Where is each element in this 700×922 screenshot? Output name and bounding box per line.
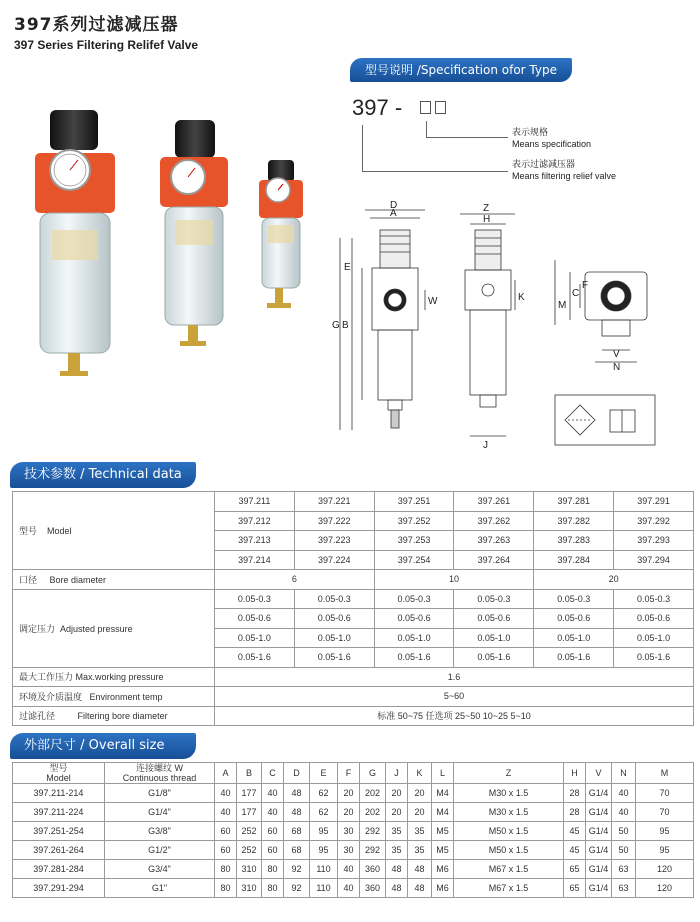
svg-text:J: J	[483, 440, 488, 451]
size-banner: 外部尺寸 / Overall size	[10, 733, 196, 759]
small-regulator-photo	[259, 160, 303, 308]
filter-regulator-symbol	[555, 395, 655, 445]
large-regulator-photo	[35, 110, 115, 376]
model-label: 型号 Model	[13, 492, 215, 570]
svg-text:Z: Z	[483, 203, 490, 214]
svg-text:N: N	[613, 362, 621, 373]
front-view-drawing	[340, 210, 425, 430]
bore-label: 口径 Bore diameter	[13, 570, 215, 590]
table-row: 397.213 397.223 397.253 397.263 397.283 397.293	[13, 531, 694, 551]
pressure-label: 调定压力 Adjusted pressure	[13, 589, 215, 667]
table-row: 0.05-1.6 0.05-1.6 0.05-1.6 0.05-1.6 0.05-1.6 0.05-1.6	[13, 648, 694, 668]
table-row: 397.212 397.222 397.252 397.262 397.282 397.292	[13, 511, 694, 531]
table-row: 调定压力 Adjusted pressure 0.05-0.3 0.05-0.3 0.05-0.3 0.05-0.3 0.05-0.3 0.05-0.3	[13, 589, 694, 609]
table-row: 397.214 397.224 397.254 397.264 397.284 397.294	[13, 550, 694, 570]
spec-leader-2h	[362, 171, 508, 172]
page-title: 397系列过滤减压器	[14, 15, 179, 35]
maxp-label: 最大工作压力 Max.working pressure	[13, 667, 215, 687]
table-row: 过滤孔径 Filtering bore diameter 标准 50~75 任选项 25~50 10~25 5~10	[13, 706, 694, 726]
svg-text:E: E	[344, 262, 351, 273]
svg-text:H: H	[483, 214, 491, 225]
table-row: 397.211-224 G1/4" 40 177 40 48 62 20 202 20 20 M4 M30 x 1.5 28 G1/4 40 70	[13, 803, 694, 822]
tech-banner: 技术参数 / Technical data	[10, 462, 196, 488]
svg-text:V: V	[613, 349, 620, 360]
page-subtitle: 397 Series Filtering Relifef Valve	[14, 38, 199, 52]
dimension-drawings	[330, 200, 700, 470]
svg-text:F: F	[582, 280, 589, 291]
table-header-row: 型号 Model 连接螺纹 W Continuous thread A B C D E F G J K L Z H V N M	[13, 763, 694, 784]
env-label: 环境及介质温度 Environment temp	[13, 687, 215, 707]
size-table	[12, 762, 694, 898]
spec-note-1: 表示规格 Means specification	[512, 127, 592, 149]
size-table-body	[13, 784, 694, 898]
table-row: 0.05-1.0 0.05-1.0 0.05-1.0 0.05-1.0 0.05-1.0 0.05-1.0	[13, 628, 694, 648]
side-view-drawing	[460, 214, 515, 436]
col-header-model: 型号 Model	[13, 763, 105, 784]
table-row: 环境及介质温度 Environment temp 5~60	[13, 687, 694, 707]
product-images	[30, 105, 320, 395]
svg-text:C: C	[572, 288, 580, 299]
spec-banner: 型号说明 /Specification ofor Type	[350, 58, 572, 82]
svg-text:M: M	[558, 300, 567, 311]
spec-code: 397 -	[352, 95, 403, 120]
tech-table	[12, 491, 694, 726]
spec-box-2	[435, 101, 446, 114]
medium-regulator-photo	[160, 120, 228, 346]
table-row: 0.05-0.6 0.05-0.6 0.05-0.6 0.05-0.6 0.05-0.6 0.05-0.6	[13, 609, 694, 629]
port-view-drawing	[555, 260, 647, 362]
svg-text:G: G	[332, 320, 340, 331]
spec-note-2: 表示过滤减压器 Means filtering relief valve	[512, 159, 617, 181]
svg-text:W: W	[428, 296, 438, 307]
table-row: 397.291-294 G1" 80 310 80 92 110 40 360 48 48 M6 M67 x 1.5 65 G1/4 63 120	[13, 879, 694, 898]
svg-text:A: A	[390, 208, 397, 219]
spec-leader-1	[426, 121, 427, 137]
table-row: 397.281-284 G3/4" 80 310 80 92 110 40 360 48 48 M6 M67 x 1.5 65 G1/4 63 120	[13, 860, 694, 879]
spec-box-1	[420, 101, 431, 114]
spec-leader-1h	[426, 137, 508, 138]
col-header-thread: 连接螺纹 W Continuous thread	[105, 763, 215, 784]
table-row: 型号 Model 397.211 397.221 397.251 397.261 397.281 397.291	[13, 492, 694, 512]
spec-leader-2	[362, 125, 363, 171]
filter-label: 过滤孔径 Filtering bore diameter	[13, 706, 215, 726]
svg-text:D: D	[390, 200, 398, 211]
table-row: 397.261-264 G1/2" 60 252 60 68 95 30 292 35 35 M5 M50 x 1.5 45 G1/4 50 95	[13, 841, 694, 860]
table-row: 397.251-254 G3/8" 60 252 60 68 95 30 292 35 35 M5 M50 x 1.5 45 G1/4 50 95	[13, 822, 694, 841]
svg-text:B: B	[342, 320, 349, 331]
table-row: 口径 Bore diameter 6 10 20	[13, 570, 694, 590]
table-row: 最大工作压力 Max.working pressure 1.6	[13, 667, 694, 687]
table-row: 397.211-214 G1/8" 40 177 40 48 62 20 202 20 20 M4 M30 x 1.5 28 G1/4 40 70	[13, 784, 694, 803]
svg-text:K: K	[518, 292, 525, 303]
